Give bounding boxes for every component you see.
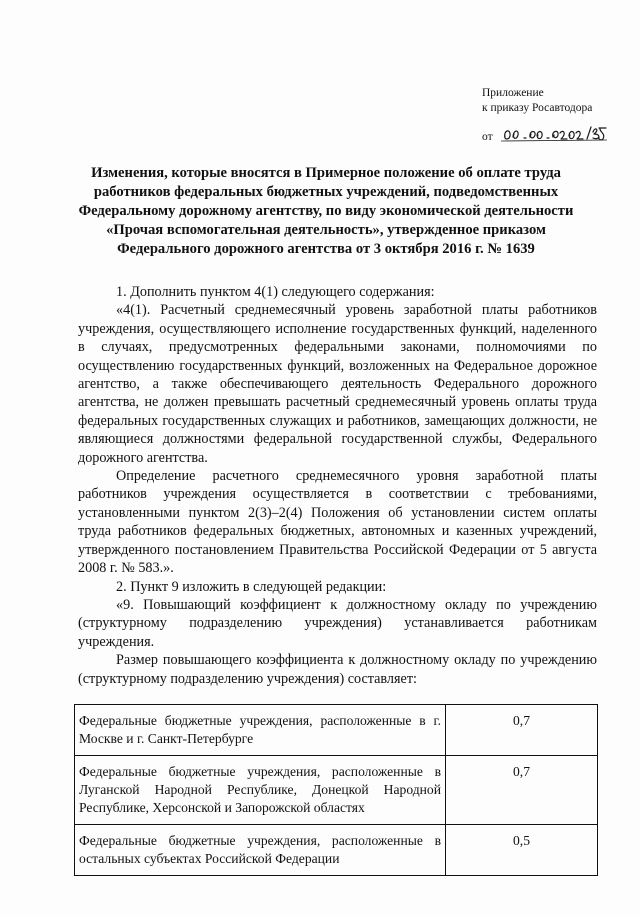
paragraph-6: Размер повышающего коэффициента к должностному окладу по учреждению (структурному подразделению учреждения) составляет: xyxy=(78,652,597,687)
table-row xyxy=(75,825,598,876)
order-reference xyxy=(482,124,609,151)
paragraph-3: Определение расчетного среднемесячного уровня заработной платы работников учреждения осуществляется в соответствии с требованиями, установленными пунктом 2(3)–2(4) Положения об установлении систем оплаты труда работников федеральных бюджетных, автономных и казенных учреждений, утвержденного постановлением Правительства Российской Федерации от 5 августа 2008 г. № 583.». xyxy=(78,468,597,577)
appendix-line-2: к приказу Росавтодора xyxy=(482,102,593,114)
handwritten-order-date-number xyxy=(499,124,609,151)
paragraph-1: 1. Дополнить пунктом 4(1) следующего содержания: xyxy=(116,284,435,300)
table-cell-region: Федеральные бюджетные учреждения, расположенные в г. Москве и г. Санкт-Петербурге xyxy=(75,705,446,756)
table-cell-value: 0,7 xyxy=(446,705,598,756)
table-row xyxy=(75,705,598,756)
appendix-header xyxy=(482,86,592,116)
coefficient-table xyxy=(74,704,598,876)
order-prefix: от xyxy=(482,131,493,144)
table-cell-region: Федеральные бюджетные учреждения, расположенные в остальных субъектах Российской Федерации xyxy=(75,825,446,876)
paragraph-2: «4(1). Расчетный среднемесячный уровень заработной платы работников учреждения, осуществляющего исполнение государственных функций, наделенного в случаях, предусмотренных федеральными законами, полномочиями по осуществлению государственных функций, возложенных на Федеральное дорожное агентство, а также обеспечивающего деятельность Федерального дорожного агентства, не должен превышать расчетный среднемесячный уровень оплаты труда федеральных государственных служащих и работников, замещающих должности, не являющиеся должностями федеральной государственной службы, Федерального дорожного агентства. xyxy=(78,302,597,466)
document-body xyxy=(78,283,597,688)
table-cell-value: 0,5 xyxy=(446,825,598,876)
paragraph-5: «9. Повышающий коэффициент к должностному окладу по учреждению (структурному подразделению учреждения) устанавливается работникам учреждения. xyxy=(78,596,597,650)
document-title: Изменения, которые вносятся в Примерное положение об оплате труда работников федеральных бюджетных учреждений, подведомственных Федеральному дорожному агентству, по виду экономической деятельности «Прочая вспомогательная деятельность», утвержденное приказом Федерального дорожного агентства от 3 октября 2016 г. № 1639 xyxy=(78,165,574,257)
paragraph-4: 2. Пункт 9 изложить в следующей редакции: xyxy=(116,578,387,595)
table-cell-value: 0,7 xyxy=(446,756,598,825)
appendix-line-1: Приложение xyxy=(482,87,544,99)
table-cell-region: Федеральные бюджетные учреждения, расположенные в Луганской Народной Республике, Донецкой Народной Республике, Херсонской и Запорожской областях xyxy=(75,756,446,825)
table-row xyxy=(75,756,598,825)
